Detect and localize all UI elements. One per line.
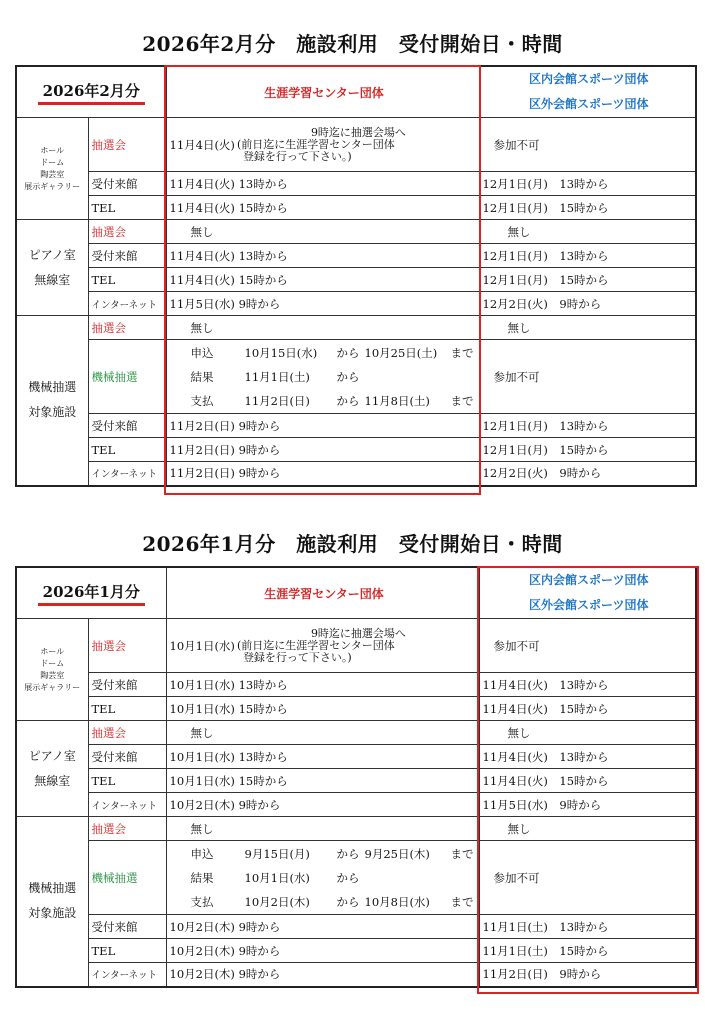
cell-value: 11月4日(火) 15時から [166,268,479,292]
header-lifelong-learning: 生涯学習センター団体 [166,66,479,118]
row-label: インターネット [88,462,166,486]
cell-value: 11月4日(火) 13時から [479,745,696,769]
cell-value: 無し [479,220,696,244]
row-label: TEL [88,438,166,462]
cell-value: 10月2日(木) 9時から [166,793,479,817]
facility-group-piano: ピアノ室 無線室 [16,721,88,817]
row-label: 受付来館 [88,915,166,939]
cell-value: 10月1日(水) 13時から [166,673,479,697]
lottery-cell: 10月1日(水) 9時迄に抽選会場へ (前日迄に生涯学習センター団体 登録を行って下さい。) [166,619,479,673]
page-title: 2026年2月分 施設利用 受付開始日・時間 [142,32,563,56]
cell-value: 12月1日(月) 15時から [479,196,696,220]
row-label: 受付来館 [88,673,166,697]
row-label: 受付来館 [88,172,166,196]
row-label: インターネット [88,793,166,817]
schedule-table-january [15,566,697,988]
row-label: 受付来館 [88,244,166,268]
cell-value: 無し [479,721,696,745]
cell-value: 無し [479,817,696,841]
cell-value: 11月5日(水) 9時から [166,292,479,316]
cell-value: 10月1日(水) 15時から [166,697,479,721]
cell-value: 10月2日(木) 9時から [166,939,479,963]
cell-value: 10月2日(木) 9時から [166,915,479,939]
row-label: 受付来館 [88,745,166,769]
cell-value: 12月1日(月) 15時から [479,268,696,292]
row-label: TEL [88,268,166,292]
cell-value: 11月2日(日) 9時から [166,414,479,438]
row-label: 受付来館 [88,414,166,438]
cell-value: 11月4日(火) 13時から [166,244,479,268]
cell-value: 11月2日(日) 9時から [166,462,479,486]
cell-value: 10月2日(木) 9時から [166,963,479,987]
cell-value: 10月1日(水) 13時から [166,745,479,769]
facility-group-hall: ホール ドーム 陶芸室 展示ギャラリー [16,619,88,721]
row-label-machine-lottery: 機械抽選 [88,841,166,915]
row-label-machine-lottery: 機械抽選 [88,340,166,414]
cell-value: 12月1日(月) 13時から [479,414,696,438]
row-label: TEL [88,769,166,793]
cell-value: 11月2日(日) 9時から [479,963,696,987]
row-label: インターネット [88,963,166,987]
cell-value: 11月4日(火) 15時から [479,697,696,721]
cell-value: 参加不可 [479,841,696,915]
row-label-lottery: 抽選会 [88,220,166,244]
facility-group-hall: ホール ドーム 陶芸室 展示ギャラリー [16,118,88,220]
month-label: 2026年2月分 [16,66,166,118]
cell-value: 10月1日(水) 15時から [166,769,479,793]
cell-value: 無し [166,316,479,340]
lottery-ward-cell: 参加不可 [479,619,696,673]
month-label: 2026年1月分 [16,567,166,619]
cell-value: 11月4日(火) 13時から [479,673,696,697]
cell-value: 11月5日(水) 9時から [479,793,696,817]
cell-value: 11月4日(火) 15時から [479,769,696,793]
row-label: インターネット [88,292,166,316]
row-label: TEL [88,939,166,963]
lottery-ward-cell: 参加不可 [479,118,696,172]
row-label-lottery: 抽選会 [88,619,166,673]
cell-value: 無し [166,817,479,841]
lottery-cell: 11月4日(火) 9時迄に抽選会場へ (前日迄に生涯学習センター団体 登録を行って下さい。) [166,118,479,172]
facility-group-piano: ピアノ室 無線室 [16,220,88,316]
cell-value: 12月1日(月) 13時から [479,244,696,268]
row-label-lottery: 抽選会 [88,118,166,172]
page-title: 2026年1月分 施設利用 受付開始日・時間 [142,532,563,556]
cell-value: 11月1日(土) 13時から [479,915,696,939]
cell-value: 参加不可 [479,340,696,414]
cell-value: 無し [479,316,696,340]
header-sports-groups: 区内会館スポーツ団体 区外会館スポーツ団体 [479,567,696,619]
cell-value: 11月1日(土) 15時から [479,939,696,963]
cell-value: 無し [166,721,479,745]
schedule-table-february [15,65,697,487]
row-label-lottery: 抽選会 [88,316,166,340]
header-sports-groups: 区内会館スポーツ団体 区外会館スポーツ団体 [479,66,696,118]
cell-value: 12月2日(火) 9時から [479,292,696,316]
machine-lottery-steps: 申込 10月15日(水) から 10月25日(土) まで 結果 11月1日(土) から 支払 11月2日(日) から 11月8日(土) まで [166,340,479,414]
cell-value: 12月1日(月) 13時から [479,172,696,196]
facility-group-machine-lottery: 機械抽選 対象施設 [16,817,88,987]
header-lifelong-learning: 生涯学習センター団体 [166,567,479,619]
cell-value: 11月4日(火) 15時から [166,196,479,220]
cell-value: 11月2日(日) 9時から [166,438,479,462]
machine-lottery-steps: 申込 9月15日(月) から 9月25日(木) まで 結果 10月1日(水) から 支払 10月2日(木) から 10月8日(水) まで [166,841,479,915]
cell-value: 12月2日(火) 9時から [479,462,696,486]
cell-value: 12月1日(月) 15時から [479,438,696,462]
row-label-lottery: 抽選会 [88,817,166,841]
row-label: TEL [88,697,166,721]
row-label: TEL [88,196,166,220]
row-label-lottery: 抽選会 [88,721,166,745]
cell-value: 無し [166,220,479,244]
facility-group-machine-lottery: 機械抽選 対象施設 [16,316,88,486]
cell-value: 11月4日(火) 13時から [166,172,479,196]
